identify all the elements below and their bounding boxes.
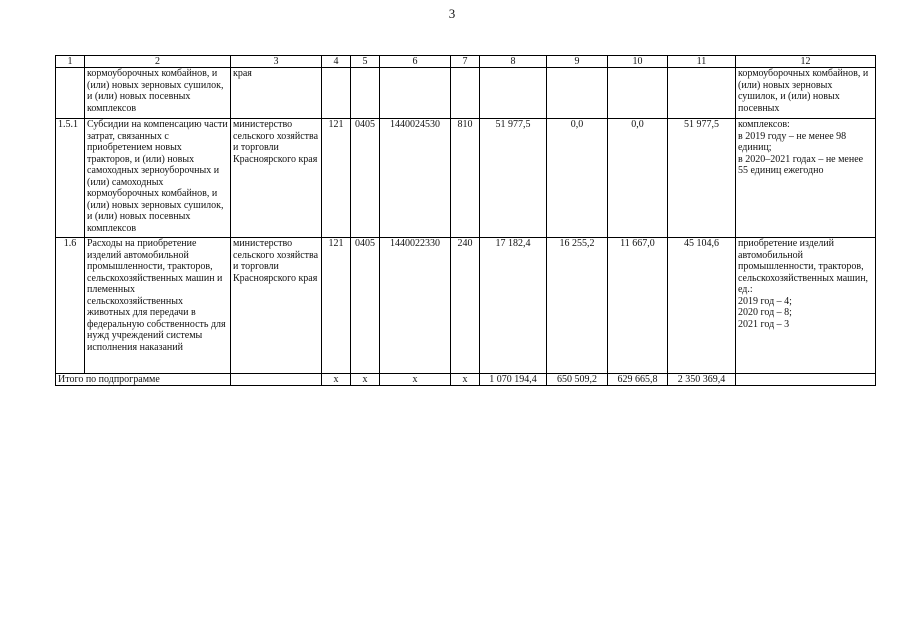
table-cell [451, 68, 480, 119]
row-number: 1.6 [56, 238, 85, 374]
table-cell [736, 374, 876, 386]
table-row-1-6 [56, 238, 876, 374]
table-cell: 1440022330 [380, 238, 451, 374]
header-cell: 10 [608, 56, 668, 68]
total-value: 650 509,2 [547, 374, 608, 386]
table-row-total [56, 374, 876, 386]
table-cell: 121 [322, 119, 351, 238]
table-cell [380, 68, 451, 119]
table-cell: 121 [322, 238, 351, 374]
total-value: 1 070 194,4 [480, 374, 547, 386]
header-row [56, 56, 876, 68]
table-cell: 16 255,2 [547, 238, 608, 374]
table-cell: 0,0 [608, 119, 668, 238]
header-cell: 9 [547, 56, 608, 68]
header-cell: 7 [451, 56, 480, 68]
row-number: 1.5.1 [56, 119, 85, 238]
table-cell: 51 977,5 [480, 119, 547, 238]
table-cell: 51 977,5 [668, 119, 736, 238]
table-cell: приобретение изделий автомобильной промышленности, тракторов, сельскохозяйственных машин, ед.: 2019 год – 4; 2020 год – 8; 2021 год – 3 [736, 238, 876, 374]
table-cell: комплексов: в 2019 году – не менее 98 единиц; в 2020–2021 годах – не менее 55 единиц ежегодно [736, 119, 876, 238]
table-cell [231, 374, 322, 386]
table-cell: Субсидии на компенсацию части затрат, связанных с приобретением новых тракторов, и (или) новых самоходных зерноуборочных и (или) самоходных кормоуборочных комбайнов, и (или) новых зерновых сушилок, и (или) новых посевных комплексов [85, 119, 231, 238]
table-row-continuation [56, 68, 876, 119]
table-cell: х [322, 374, 351, 386]
table-cell: края [231, 68, 322, 119]
total-value: 629 665,8 [608, 374, 668, 386]
table-cell: 0,0 [547, 119, 608, 238]
page-number: 3 [448, 6, 456, 21]
header-cell: 2 [85, 56, 231, 68]
table-cell: х [451, 374, 480, 386]
table-cell: 0405 [351, 238, 380, 374]
header-cell: 8 [480, 56, 547, 68]
table-cell: 17 182,4 [480, 238, 547, 374]
table-cell [351, 68, 380, 119]
header-cell: 6 [380, 56, 451, 68]
header-cell: 5 [351, 56, 380, 68]
table-cell: 0405 [351, 119, 380, 238]
table-cell [608, 68, 668, 119]
table-cell: х [380, 374, 451, 386]
table-cell: 11 667,0 [608, 238, 668, 374]
table-cell [56, 68, 85, 119]
table-cell: кормоуборочных комбайнов, и (или) новых зерновых сушилок, и (или) новых посевных [736, 68, 876, 119]
table-cell: 810 [451, 119, 480, 238]
total-label: Итого по подпрограмме [56, 374, 231, 386]
table-cell: Расходы на приобретение изделий автомобильной промышленности, тракторов, сельскохозяйственных машин и племенных сельскохозяйственных животных для передачи в федеральную собственность для нужд учреждений системы исполнения наказаний [85, 238, 231, 374]
header-cell: 1 [56, 56, 85, 68]
table-cell [668, 68, 736, 119]
table-cell [480, 68, 547, 119]
header-cell: 12 [736, 56, 876, 68]
total-value: 2 350 369,4 [668, 374, 736, 386]
table-cell [322, 68, 351, 119]
header-cell: 11 [668, 56, 736, 68]
table-cell: 45 104,6 [668, 238, 736, 374]
table-cell: х [351, 374, 380, 386]
table-cell: 1440024530 [380, 119, 451, 238]
table-cell: министерство сельского хозяйства и торговли Красноярского края [231, 119, 322, 238]
table-cell: министерство сельского хозяйства и торговли Красноярского края [231, 238, 322, 374]
table-cell [547, 68, 608, 119]
header-cell: 4 [322, 56, 351, 68]
header-cell: 3 [231, 56, 322, 68]
table-row-1-5-1 [56, 119, 876, 238]
table-cell: кормоуборочных комбайнов, и (или) новых зерновых сушилок, и (или) новых посевных комплексов [85, 68, 231, 119]
subprogram-table [55, 55, 876, 386]
table-cell: 240 [451, 238, 480, 374]
